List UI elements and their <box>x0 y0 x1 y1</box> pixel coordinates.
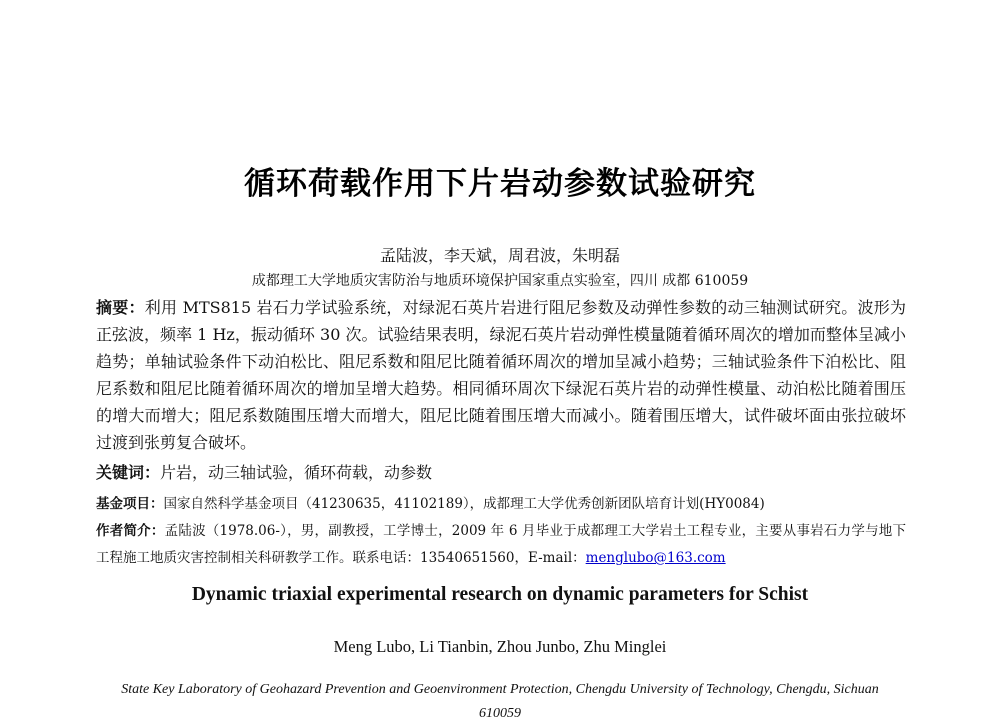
affiliation-cn: 成都理工大学地质灾害防治与地质环境保护国家重点实验室，四川 成都 610059 <box>251 273 749 289</box>
keywords-colon: ： <box>144 463 161 482</box>
abstract-paragraph <box>96 294 906 456</box>
bio-text: 孟陆波（1978.06-），男，副教授，工学博士，2009 年 6 月毕业于成都理工大学岩土工程专业，主要从事岩石力学与地下工程施工地质灾害控制相关科研教学工作。联系电话：13540651560，E-mail： <box>96 523 907 566</box>
fund-label: 基金项目 <box>96 496 150 512</box>
abstract-label: 摘要 <box>96 298 129 317</box>
authors-cn: 孟陆波，李天斌，周君波，朱明磊 <box>379 246 620 265</box>
paper-title-en: Dynamic triaxial experimental research on dynamic parameters for Schist <box>191 584 809 605</box>
fund-text: 国家自然科学基金项目（41230635，41102189），成都理工大学优秀创新团队培育计划(HY0084) <box>163 496 765 512</box>
bio-colon: ： <box>150 523 165 539</box>
abstract-text: 利用 MTS815 岩石力学试验系统，对绿泥石英片岩进行阻尼参数及动弹性参数的动三轴测试研究。波形为正弦波，频率 1 Hz，振动循环 30 次。试验结果表明，绿泥石英片岩动弹性模量随着循环周次的增加而整体呈减小趋势；单轴试验条件下动泊松比、阻尼系数和阻尼比随着循环周次的增加呈减小趋势；三轴试验条件下泊松比、阻尼系数和阻尼比随着循环周次的增加呈增大趋势。相同循环周次下绿泥石英片岩的动弹性模量、动泊松比随着围压的增大而增大；阻尼系数随围压增大而增大，阻尼比随着围压增大而减小。随着围压增大，试件破坏面由张拉破坏过渡到张剪复合破坏。 <box>96 298 906 452</box>
affiliation-en: State Key Laboratory of Geohazard Prevention and Geoenvironment Protection, Chengdu University of Technology, Chengdu, Sichuan 610059 <box>121 682 879 721</box>
keywords-label: 关键词 <box>96 463 145 482</box>
paper-title: 循环荷载作用下片岩动参数试验研究 <box>244 166 756 202</box>
bio-label: 作者简介 <box>96 523 151 539</box>
fund-line <box>96 492 906 512</box>
email-link[interactable]: menglubo@163.com <box>585 550 726 566</box>
abstract-colon: ： <box>128 298 145 317</box>
fund-colon: ： <box>150 496 164 512</box>
authors-en: Meng Lubo, Li Tianbin, Zhou Junbo, Zhu Minglei <box>333 637 667 656</box>
author-bio <box>96 518 906 572</box>
keywords-text: 片岩，动三轴试验，循环荷载，动参数 <box>160 463 433 482</box>
keywords-line <box>96 460 906 483</box>
